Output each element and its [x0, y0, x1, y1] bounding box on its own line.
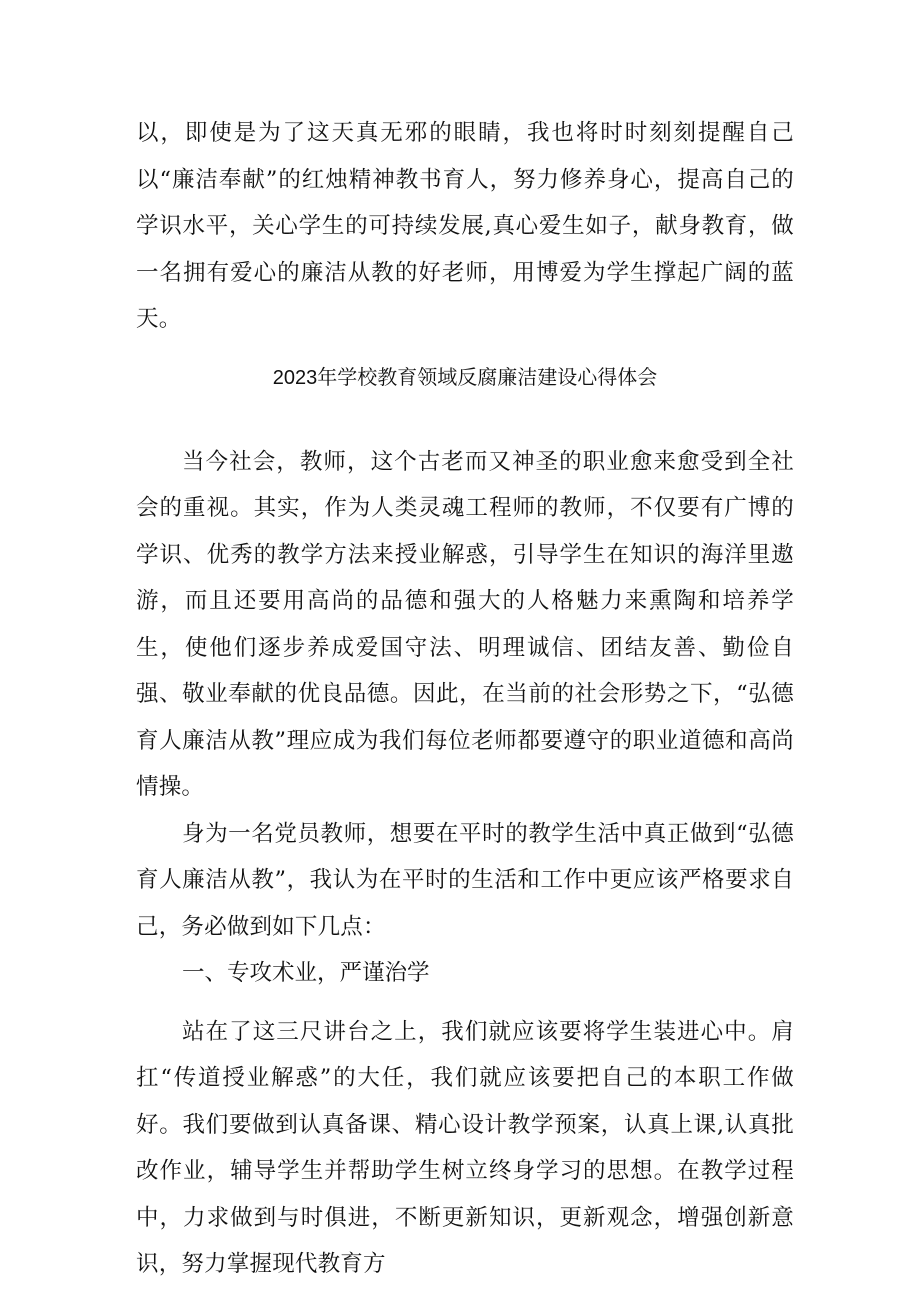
- section-heading: 一、专攻术业，严谨治学: [182, 960, 430, 986]
- body-paragraph-1: 当今社会，教师，这个古老而又神圣的职业愈来愈受到全社会的重视。其实，作为人类灵魂工程师的教师，不仅要有广博的学识、优秀的教学方法来授业解惑，引导学生在知识的海洋里遨游，而且还要用高尚的品德和强大的人格魅力来熏陶和培养学生，使他们逐步养成爱国守法、明理诚信、团结友善、勤俭自强、敬业奉献的优良品德。因此，在当前的社会形势之下，“弘德育人廉洁从教”理应成为我们每位老师都要遵守的职业道德和高尚情操。: [136, 448, 794, 800]
- section-paragraph: 站在了这三尺讲台之上，我们就应该要将学生装进心中。肩扛“传道授业解惑”的大任，我们就应该要把自己的本职工作做好。我们要做到认真备课、精心设计教学预案，认真上课,认真批改作业，辅导学生并帮助学生树立终身学习的思想。在教学过程中，力求做到与时俱进，不断更新知识，更新观念，增强创新意识，努力掌握现代教育方: [136, 1018, 794, 1277]
- body-paragraph-2: 身为一名党员教师，想要在平时的教学生活中真正做到“弘德育人廉洁从教”，我认为在平时的生活和工作中更应该严格要求自己，务必做到如下几点：: [136, 820, 794, 940]
- document-title: 2023年学校教育领域反腐廉洁建设心得体会: [272, 366, 658, 389]
- continuation-paragraph: 以，即使是为了这天真无邪的眼睛，我也将时时刻刻提醒自己以“廉洁奉献”的红烛精神教书育人，努力修养身心，提高自己的学识水平，关心学生的可持续发展,真心爱生如子，献身教育，做一名拥有爱心的廉洁从教的好老师，用博爱为学生撑起广阔的蓝天。: [136, 120, 794, 332]
- document-page: [136, 110, 794, 1288]
